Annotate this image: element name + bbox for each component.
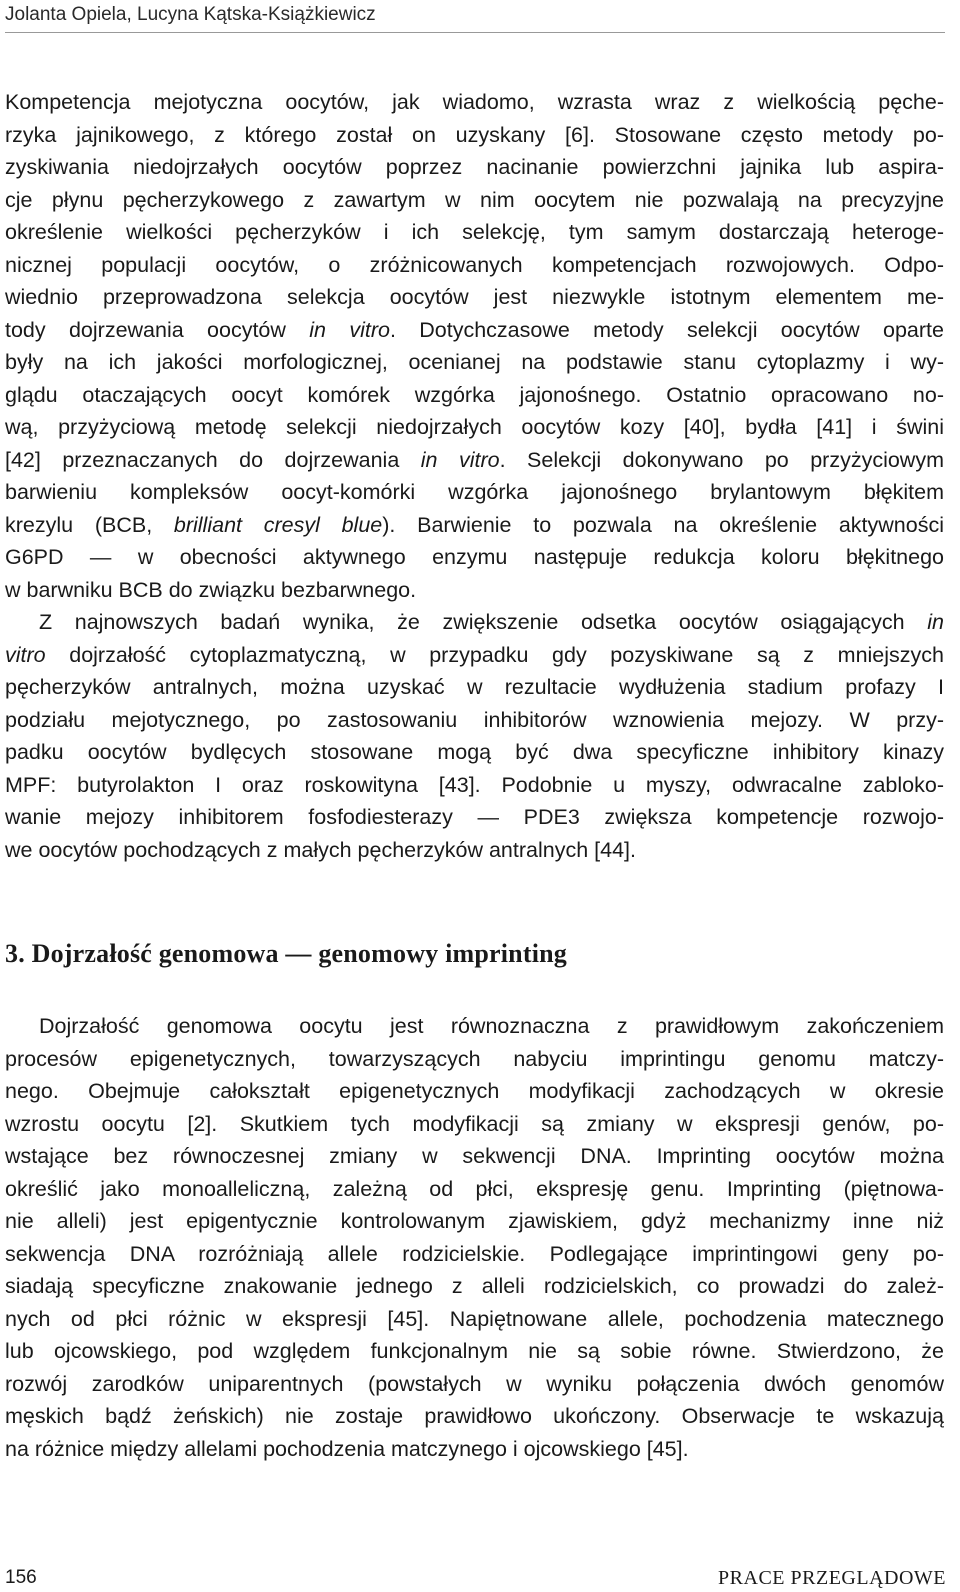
text-run: Z najnowszych badań wynika, że zwiększenie odsetka oocytów osiągających bbox=[39, 610, 928, 634]
text-line: podziału mejotycznego, po zastosowaniu inhibitorów wznowienia mejozy. W przy- bbox=[5, 707, 944, 732]
text-line: barwieniu kompleksów oocyt-komórki wzgórka jajonośnego brylantowym błękitem bbox=[5, 480, 944, 504]
italic-term: vitro bbox=[5, 642, 46, 667]
text-line: nicznej populacji oocytów, o zróżnicowanych kompetencjach rozwojowych. Odpo- bbox=[5, 252, 944, 277]
text-line: glądu otaczających oocyt komórek wzgórka jajonośnego. Ostatnio opracowano no- bbox=[5, 382, 944, 407]
text-line: były na ich jakości morfologicznej, ocenianej na podstawie stanu cytoplazmy i wy- bbox=[5, 350, 944, 374]
text-line: określenie wielkości pęcherzyków i ich selekcję, tym samym dostarczają heteroge- bbox=[5, 220, 944, 244]
text-run: . Dotychczasowe metody selekcji oocytów oparte bbox=[389, 317, 944, 342]
text-run: . Selekcji dokonywano po przyżyciowym bbox=[499, 447, 944, 472]
page-number: 156 bbox=[5, 1567, 37, 1588]
italic-term: in bbox=[927, 610, 944, 634]
text-run: [42] przeznaczanych do dojrzewania bbox=[5, 447, 421, 472]
text-run: tody dojrzewania oocytów bbox=[5, 317, 310, 342]
italic-term: in vitro bbox=[309, 317, 390, 342]
text-line: Kompetencja mejotyczna oocytów, jak wiadomo, wzrasta wraz z wielkością pęche- bbox=[5, 90, 944, 114]
text-line: padku oocytów bydlęcych stosowane mogą być dwa specyficzne inhibitory kinazy bbox=[5, 740, 944, 764]
text-line: wiednio przeprowadzona selekcja oocytów jest niezwykle istotnym elementem me- bbox=[5, 285, 944, 309]
text-line bbox=[5, 639, 944, 672]
text-run: dojrzałość cytoplazmatyczną, w przypadku gdy pozyskiwane są z mniejszych bbox=[45, 642, 944, 667]
text-line: wanie mejozy inhibitorem fosfodiesterazy — PDE3 zwiększa kompetencje rozwojo- bbox=[5, 805, 944, 829]
text-line: wą, przyżyciową metodę selekcji niedojrzałych oocytów kozy [40], bydła [41] i świni bbox=[5, 415, 944, 439]
text-line bbox=[5, 314, 944, 347]
italic-term: brilliant cresyl blue bbox=[173, 512, 383, 537]
paragraph-1 bbox=[5, 86, 944, 606]
text-line: zyskiwania niedojrzałych oocytów poprzez nacinanie powierzchni jajnika lub aspira- bbox=[5, 155, 944, 179]
italic-term: in vitro bbox=[420, 447, 500, 472]
text-line bbox=[5, 444, 944, 477]
text-line: pęcherzyków antralnych, można uzyskać w rezultacie wydłużenia stadium profazy I bbox=[5, 675, 944, 699]
text-line: Dojrzałość genomowa oocytu jest równoznaczna z prawidłowym zakończeniem bbox=[39, 1014, 944, 1038]
text-line: MPF: butyrolakton I oraz roskowityna [43]. Podobnie u myszy, odwracalne zabloko- bbox=[5, 772, 944, 797]
text-line: we oocytów pochodzących z małych pęcherzyków antralnych [44]. bbox=[5, 837, 636, 862]
text-line: cje płynu pęcherzykowego z zawartym w nim oocytem nie pozwalają na precyzyjne bbox=[5, 187, 944, 212]
text-run: ). Barwienie to pozwala na określenie aktywności bbox=[382, 512, 944, 537]
paragraph-2 bbox=[5, 606, 944, 866]
text-line bbox=[5, 509, 944, 542]
text-line: lub ojcowskiego, pod względem funkcjonalnym nie są sobie równe. Stwierdzono, że bbox=[5, 1339, 944, 1363]
text-line: rozwój zarodków uniparentnych (powstałych w wyniku połączenia dwóch genomów bbox=[5, 1371, 944, 1396]
text-line: wstające bez równoczesnej zmiany w sekwencji DNA. Imprinting oocytów można bbox=[5, 1144, 944, 1168]
section-heading: 3. Dojrzałość genomowa — genomowy imprinting bbox=[5, 939, 567, 968]
paragraph-3 bbox=[5, 1010, 944, 1465]
text-line: nego. Obejmuje całokształt epigenetycznych modyfikacji zachodzących w okresie bbox=[5, 1079, 944, 1103]
text-line: wzrostu oocytu [2]. Skutkiem tych modyfikacji są zmiany w ekspresji genów, po- bbox=[5, 1111, 944, 1136]
text-line: nie alleli) jest epigentycznie kontrolowanym zjawiskiem, gdyż mechanizmy inne niż bbox=[5, 1209, 944, 1233]
journal-section: PRACE PRZEGLĄDOWE bbox=[718, 1567, 946, 1589]
text-line: G6PD — w obecności aktywnego enzymu następuje redukcja koloru błękitnego bbox=[5, 545, 944, 569]
text-line: nych od płci różnic w ekspresji [45]. Napiętnowane allele, pochodzenia matecznego bbox=[5, 1306, 944, 1331]
text-run: krezylu (BCB, bbox=[5, 512, 174, 537]
text-line: na różnice między allelami pochodzenia matczynego i ojcowskiego [45]. bbox=[5, 1436, 689, 1461]
text-line: siadają specyficzne znakowanie jednego z alleli rodzicielskich, co prowadzi do zależ- bbox=[5, 1274, 944, 1298]
text-line: w barwniku BCB do związku bezbarwnego. bbox=[5, 577, 417, 602]
text-line bbox=[5, 606, 944, 639]
text-line: procesów epigenetycznych, towarzyszących nabyciu imprintingu genomu matczy- bbox=[5, 1046, 944, 1071]
running-head-authors: Jolanta Opiela, Lucyna Kątska-Książkiewicz bbox=[5, 2, 945, 33]
text-line: męskich bądź żeńskich) nie zostaje prawidłowo ukończony. Obserwacje te wskazują bbox=[5, 1404, 944, 1428]
text-line: określić jako monoalleliczną, zależną od płci, ekspresję genu. Imprinting (piętnowa- bbox=[5, 1176, 944, 1201]
text-line: rzyka jajnikowego, z którego został on uzyskany [6]. Stosowane często metody po- bbox=[5, 122, 944, 147]
text-line: sekwencja DNA rozróżniają allele rodzicielskie. Podlegające imprintingowi geny po- bbox=[5, 1241, 944, 1266]
article-body bbox=[5, 86, 944, 1465]
